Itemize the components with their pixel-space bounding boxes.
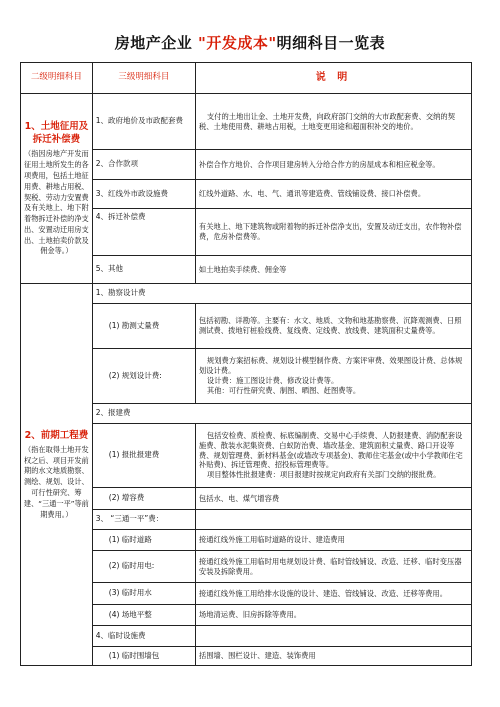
sub-item: (1) 报批报建费 [92,424,195,488]
sub-item: (1) 临时道路 [92,530,195,551]
sub-item: 2、合作款项 [92,150,195,180]
description-line: 包括安检费、质检费、标底编制费、交易中心手续费、人防报建费、消防配套设施费、散装水泥集资费、白蚁防治费、墙改基金、建筑面积丈量费、路口开设等费、规划管理费、新材料基金(或墙改专项基金)、教师住宅基金(或中小学教师住宅补贴费)、拆迁管理费、招投标管理费等。 [198,430,463,470]
header-col2: 三级明细科目 [92,63,195,94]
description-line: 规划费方案招标费、规划设计模型制作费、方案评审费、效果图设计费、总体规划设计费。 [198,356,463,376]
item-description [195,349,471,404]
section-row: 3、 “三通一平”费： [92,510,195,530]
table-row [21,94,472,150]
item-description: 场地清运费、旧房拆除等费用。 [195,605,471,626]
item-description: 括围墙、围栏设计、建造、装饰费用 [195,647,471,666]
page-title [0,32,500,53]
sub-item: 4、拆迁补偿费 [92,209,195,256]
item-description [195,626,471,647]
sub-item: 5、其他 [92,256,195,284]
description-line: 项目整体性批报建费：项目报建时按规定向政府有关部门交纳的报批费。 [206,470,441,480]
item-description: 接通红线外施工用临时道路的设计、建造费用 [195,530,471,551]
item-description: 如土地拍卖手续费、佣金等 [195,256,471,284]
sub-item: (2) 增容费 [92,488,195,510]
header-row [21,63,472,94]
section-row: 1、勘察设计费 [92,284,471,304]
item-description [195,510,471,530]
item-description: 接通红线外施工用临时用电规划设计费、临时管线铺设、改造、迁移、临时变压器安装及拆除费用。 [195,551,471,583]
header-col1: 二级明细科目 [21,63,93,94]
item-description: 补偿合作方地价、合作项目建房转入分给合作方的房屋成本和相应税金等。 [195,150,471,180]
sub-item: (1) 临时围墙包 [92,647,195,666]
category-description: （指在取得土地开发权之后、项目开发前期的水文地质勘察、测绘、规划、设计、可行性研究、筹建、“三通一平”等前期费用。） [23,444,89,519]
item-description: 包括水、电、煤气增容费 [195,488,471,510]
item-description: 支付的土地出让金、土地开发费，向政府部门交纳的大市政配套费、交纳的契税、土地使用费、耕地占用税，土地变更用途和超面积补交的地价。 [195,94,471,150]
item-description: 包括初勘、详勘等。主要有：水文、地质、文物和地基勘察费、沉降观测费、日照测试费、拨地钉桩验线费、复线费、定线费、放线费、建筑面积丈量费等。 [195,304,471,349]
description-line: 设计费：施工图设计费、修改设计费等。 [206,376,339,385]
sub-item: (2) 临时用电: [92,551,195,583]
category-title: 2、前期工程费 [24,429,89,441]
title-prefix: 房地产企业 [114,34,199,52]
header-col3: 说 明 [195,63,471,94]
section-row: 2、报建费 [92,404,471,424]
sub-item: (4) 场地平整 [92,605,195,626]
item-description: 红线外道路、水、电、气、通讯等建造费、管线铺设费、接口补偿费。 [195,180,471,209]
sub-item: (1) 勘测丈量费 [92,304,195,349]
sub-item: 3、红线外市政设施费 [92,180,195,209]
section-row: 4、临时设施费 [92,626,195,647]
sub-item: (2) 规划设计费: [92,349,195,404]
category-pre [21,284,93,666]
item-description [195,424,471,488]
description-line: 其他：可行性研究费、制图、晒图、赶图费等。 [206,385,361,395]
item-description: 有关地上、地下建筑物或附着物的拆迁补偿净支出，安置及动迁支出，农作物补偿费，危房补偿费等。 [195,209,471,256]
title-suffix: 明细科目一览表 [276,34,386,52]
table-row [21,284,472,304]
category-description: （指因房地产开发而征用土地所发生的各项费用，包括土地征用费、耕地占用税、契税、劳动力安置费及有关地上、地下附着物拆迁补偿的净支出、安置动迁用房支出、土地拍卖价款及佣金等。） [24,149,89,256]
sub-item: 1、政府地价及市政配套费 [92,94,195,150]
cost-detail-table [20,62,472,666]
sub-item: (3) 临时用水 [92,583,195,605]
title-highlight: "开发成本" [198,34,277,52]
category-title: 1、土地征用及拆迁补偿费 [24,120,89,146]
item-description: 接通红线外施工用给排水设施的设计、建造、管线铺设、改造、迁移等费用。 [195,583,471,605]
category-land [21,94,93,284]
